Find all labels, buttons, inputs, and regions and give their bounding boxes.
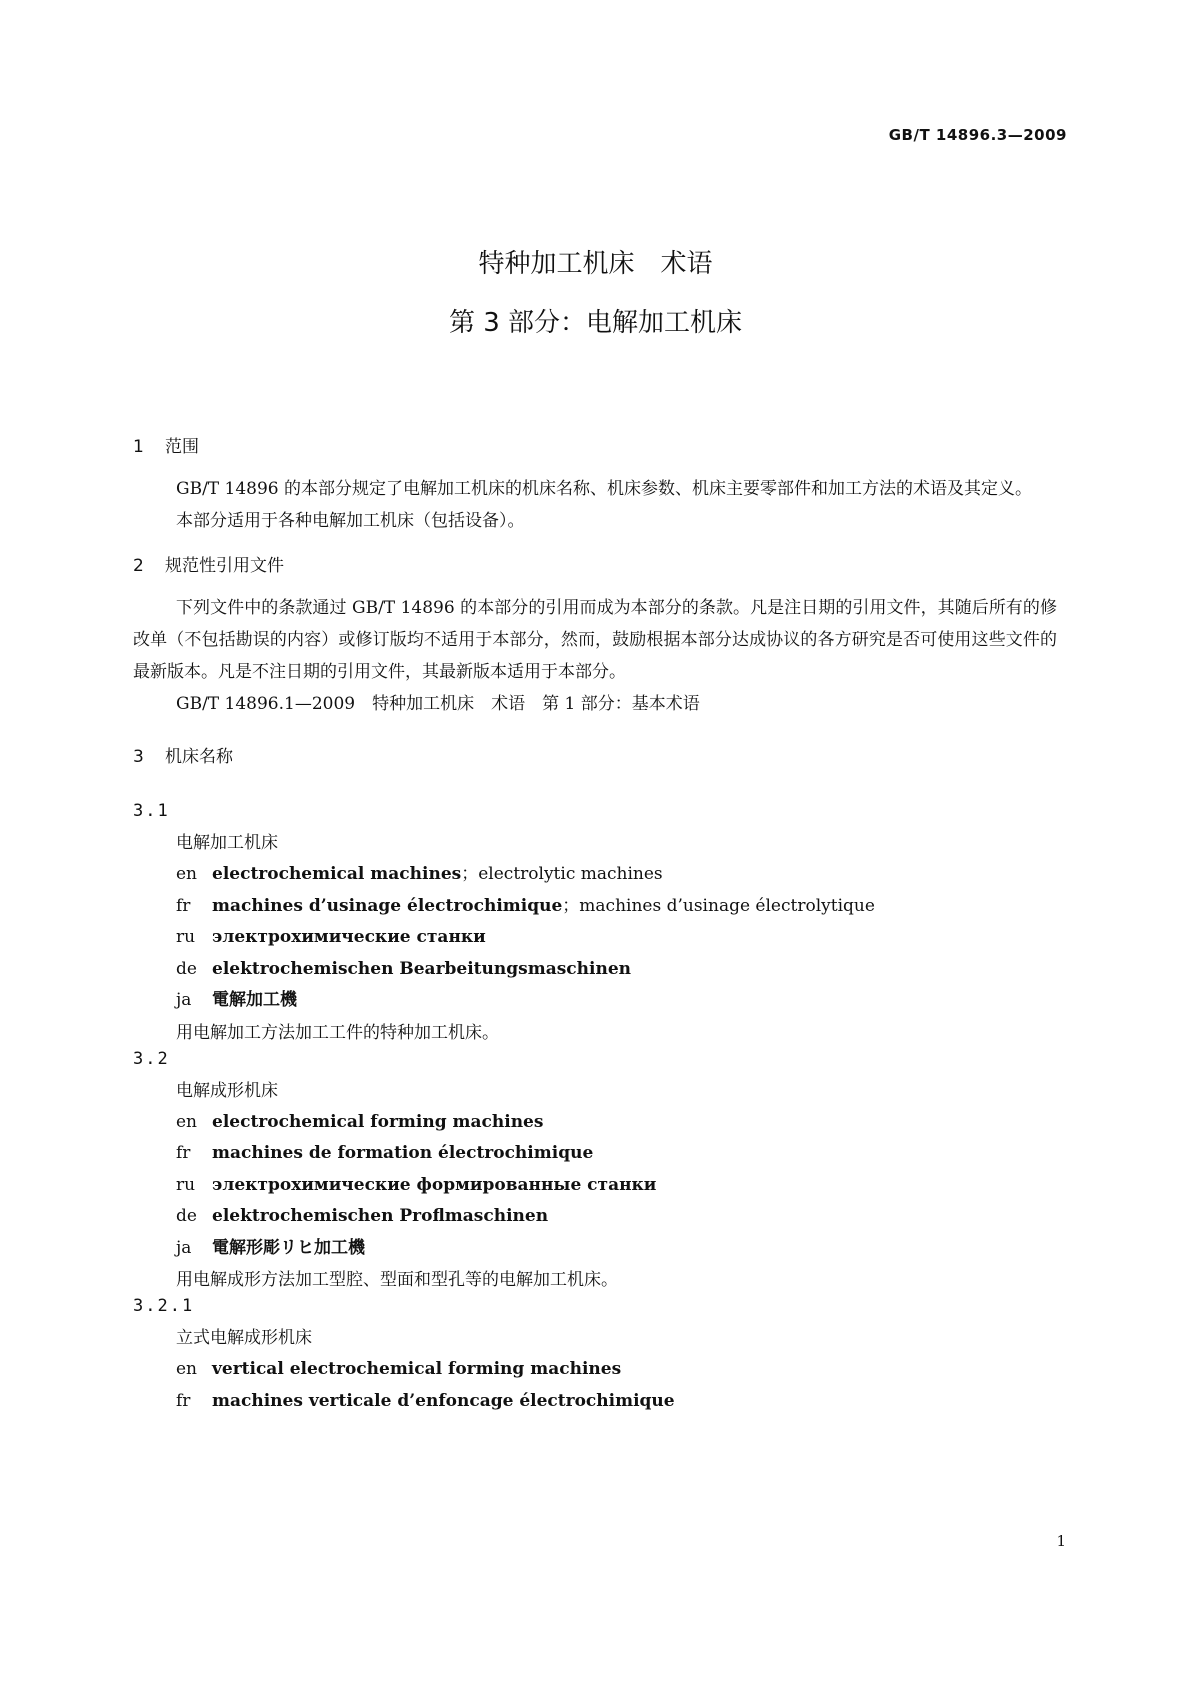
equivalent-en bbox=[133, 1354, 1057, 1386]
lang-code: ru bbox=[176, 927, 196, 947]
paragraph: 下列文件中的条款通过 GB/T 14896 的本部分的引用而成为本部分的条款。凡是注日期的引用文件，其随后所有的修改单（不包括勘误的内容）或修订版均不适用于本部分，然而，鼓励根据本部分达成协议的各方研究是否可使用这些文件的最新版本。凡是不注日期的引用文件，其最新版本适用于本部分。 bbox=[133, 598, 1057, 682]
term-definition: 用电解成形方法加工型腔、型面和型孔等的电解加工机床。 bbox=[176, 1270, 618, 1290]
lang-code: en bbox=[176, 864, 198, 884]
lang-code: en bbox=[176, 1111, 198, 1132]
section-title: 范围 bbox=[165, 437, 199, 457]
clause-number: 3.2.1 bbox=[133, 1296, 195, 1316]
term-en: vertical electrochemical forming machines bbox=[212, 1359, 622, 1379]
paragraph: 本部分适用于各种电解加工机床（包括设备）。 bbox=[176, 511, 525, 531]
section-number: 2 bbox=[133, 556, 144, 576]
page-number: 1 bbox=[1056, 1532, 1066, 1550]
term-ru: электрохимические станки bbox=[212, 927, 486, 947]
term-fr-alt: ；machines d’usinage électrolytique bbox=[562, 895, 875, 916]
paragraph: GB/T 14896 的本部分规定了电解加工机床的机床名称、机床参数、机床主要零部件和加工方法的术语及其定义。 bbox=[176, 479, 1033, 499]
clause-number: 3.2 bbox=[133, 1048, 170, 1069]
standard-code: GB/T 14896.3—2009 bbox=[888, 126, 1067, 144]
term-fr: machines verticale d’enfoncage électrochimique bbox=[212, 1390, 675, 1411]
equivalent-en bbox=[133, 859, 1057, 891]
section-heading-normative-references bbox=[133, 551, 1057, 576]
term-fr: machines de formation électrochimique bbox=[212, 1143, 594, 1163]
equivalent-en bbox=[133, 1107, 1057, 1139]
equivalent-de bbox=[133, 954, 1057, 986]
lang-code: fr bbox=[176, 895, 191, 916]
term-de: elektrochemischen Bearbeitungsmaschinen bbox=[212, 958, 631, 979]
section-title: 机床名称 bbox=[165, 747, 233, 767]
term-ja: 電解加工機 bbox=[212, 990, 297, 1010]
clause-number: 3.1 bbox=[133, 801, 170, 821]
document-body bbox=[133, 432, 1057, 1417]
equivalent-ru bbox=[133, 922, 1057, 954]
equivalent-ru bbox=[133, 1170, 1057, 1202]
term-name: 电解加工机床 bbox=[176, 833, 278, 853]
term-definition: 用电解加工方法加工工件的特种加工机床。 bbox=[176, 1022, 499, 1043]
equivalent-fr bbox=[133, 1138, 1057, 1170]
term-ja: 電解形彫リヒ加工機 bbox=[212, 1237, 365, 1258]
section-heading-scope bbox=[133, 432, 1057, 457]
section-heading-machine-names bbox=[133, 742, 1057, 767]
term-ru: электрохимические формированные станки bbox=[212, 1174, 657, 1195]
document-subtitle: 第 3 部分：电解加工机床 bbox=[448, 308, 743, 338]
term-fr: machines d’usinage électrochimique bbox=[212, 895, 563, 916]
section-title: 规范性引用文件 bbox=[165, 556, 284, 576]
lang-code: en bbox=[176, 1359, 198, 1379]
lang-code: ru bbox=[176, 1174, 196, 1195]
term-en-alt: ；electrolytic machines bbox=[461, 864, 663, 884]
equivalent-fr bbox=[133, 891, 1057, 923]
section-number: 1 bbox=[133, 437, 144, 457]
term-name: 电解成形机床 bbox=[176, 1080, 278, 1101]
equivalent-fr bbox=[133, 1386, 1057, 1418]
lang-code: fr bbox=[176, 1390, 191, 1411]
section-number: 3 bbox=[133, 747, 144, 767]
term-en: electrochemical forming machines bbox=[212, 1111, 544, 1132]
term-en: electrochemical machines bbox=[212, 864, 462, 884]
lang-code: ja bbox=[176, 1237, 192, 1258]
term-name: 立式电解成形机床 bbox=[176, 1328, 312, 1348]
lang-code: de bbox=[176, 1206, 197, 1226]
equivalent-ja bbox=[133, 1233, 1057, 1265]
lang-code: ja bbox=[176, 990, 192, 1010]
lang-code: fr bbox=[176, 1143, 191, 1163]
equivalent-de bbox=[133, 1201, 1057, 1233]
term-de: elektrochemischen Proflmaschinen bbox=[212, 1206, 549, 1226]
document-title: 特种加工机床 术语 bbox=[478, 249, 713, 279]
lang-code: de bbox=[176, 958, 197, 979]
equivalent-ja bbox=[133, 985, 1057, 1017]
reference-entry: GB/T 14896.1—2009 特种加工机床 术语 第 1 部分：基本术语 bbox=[176, 694, 700, 714]
